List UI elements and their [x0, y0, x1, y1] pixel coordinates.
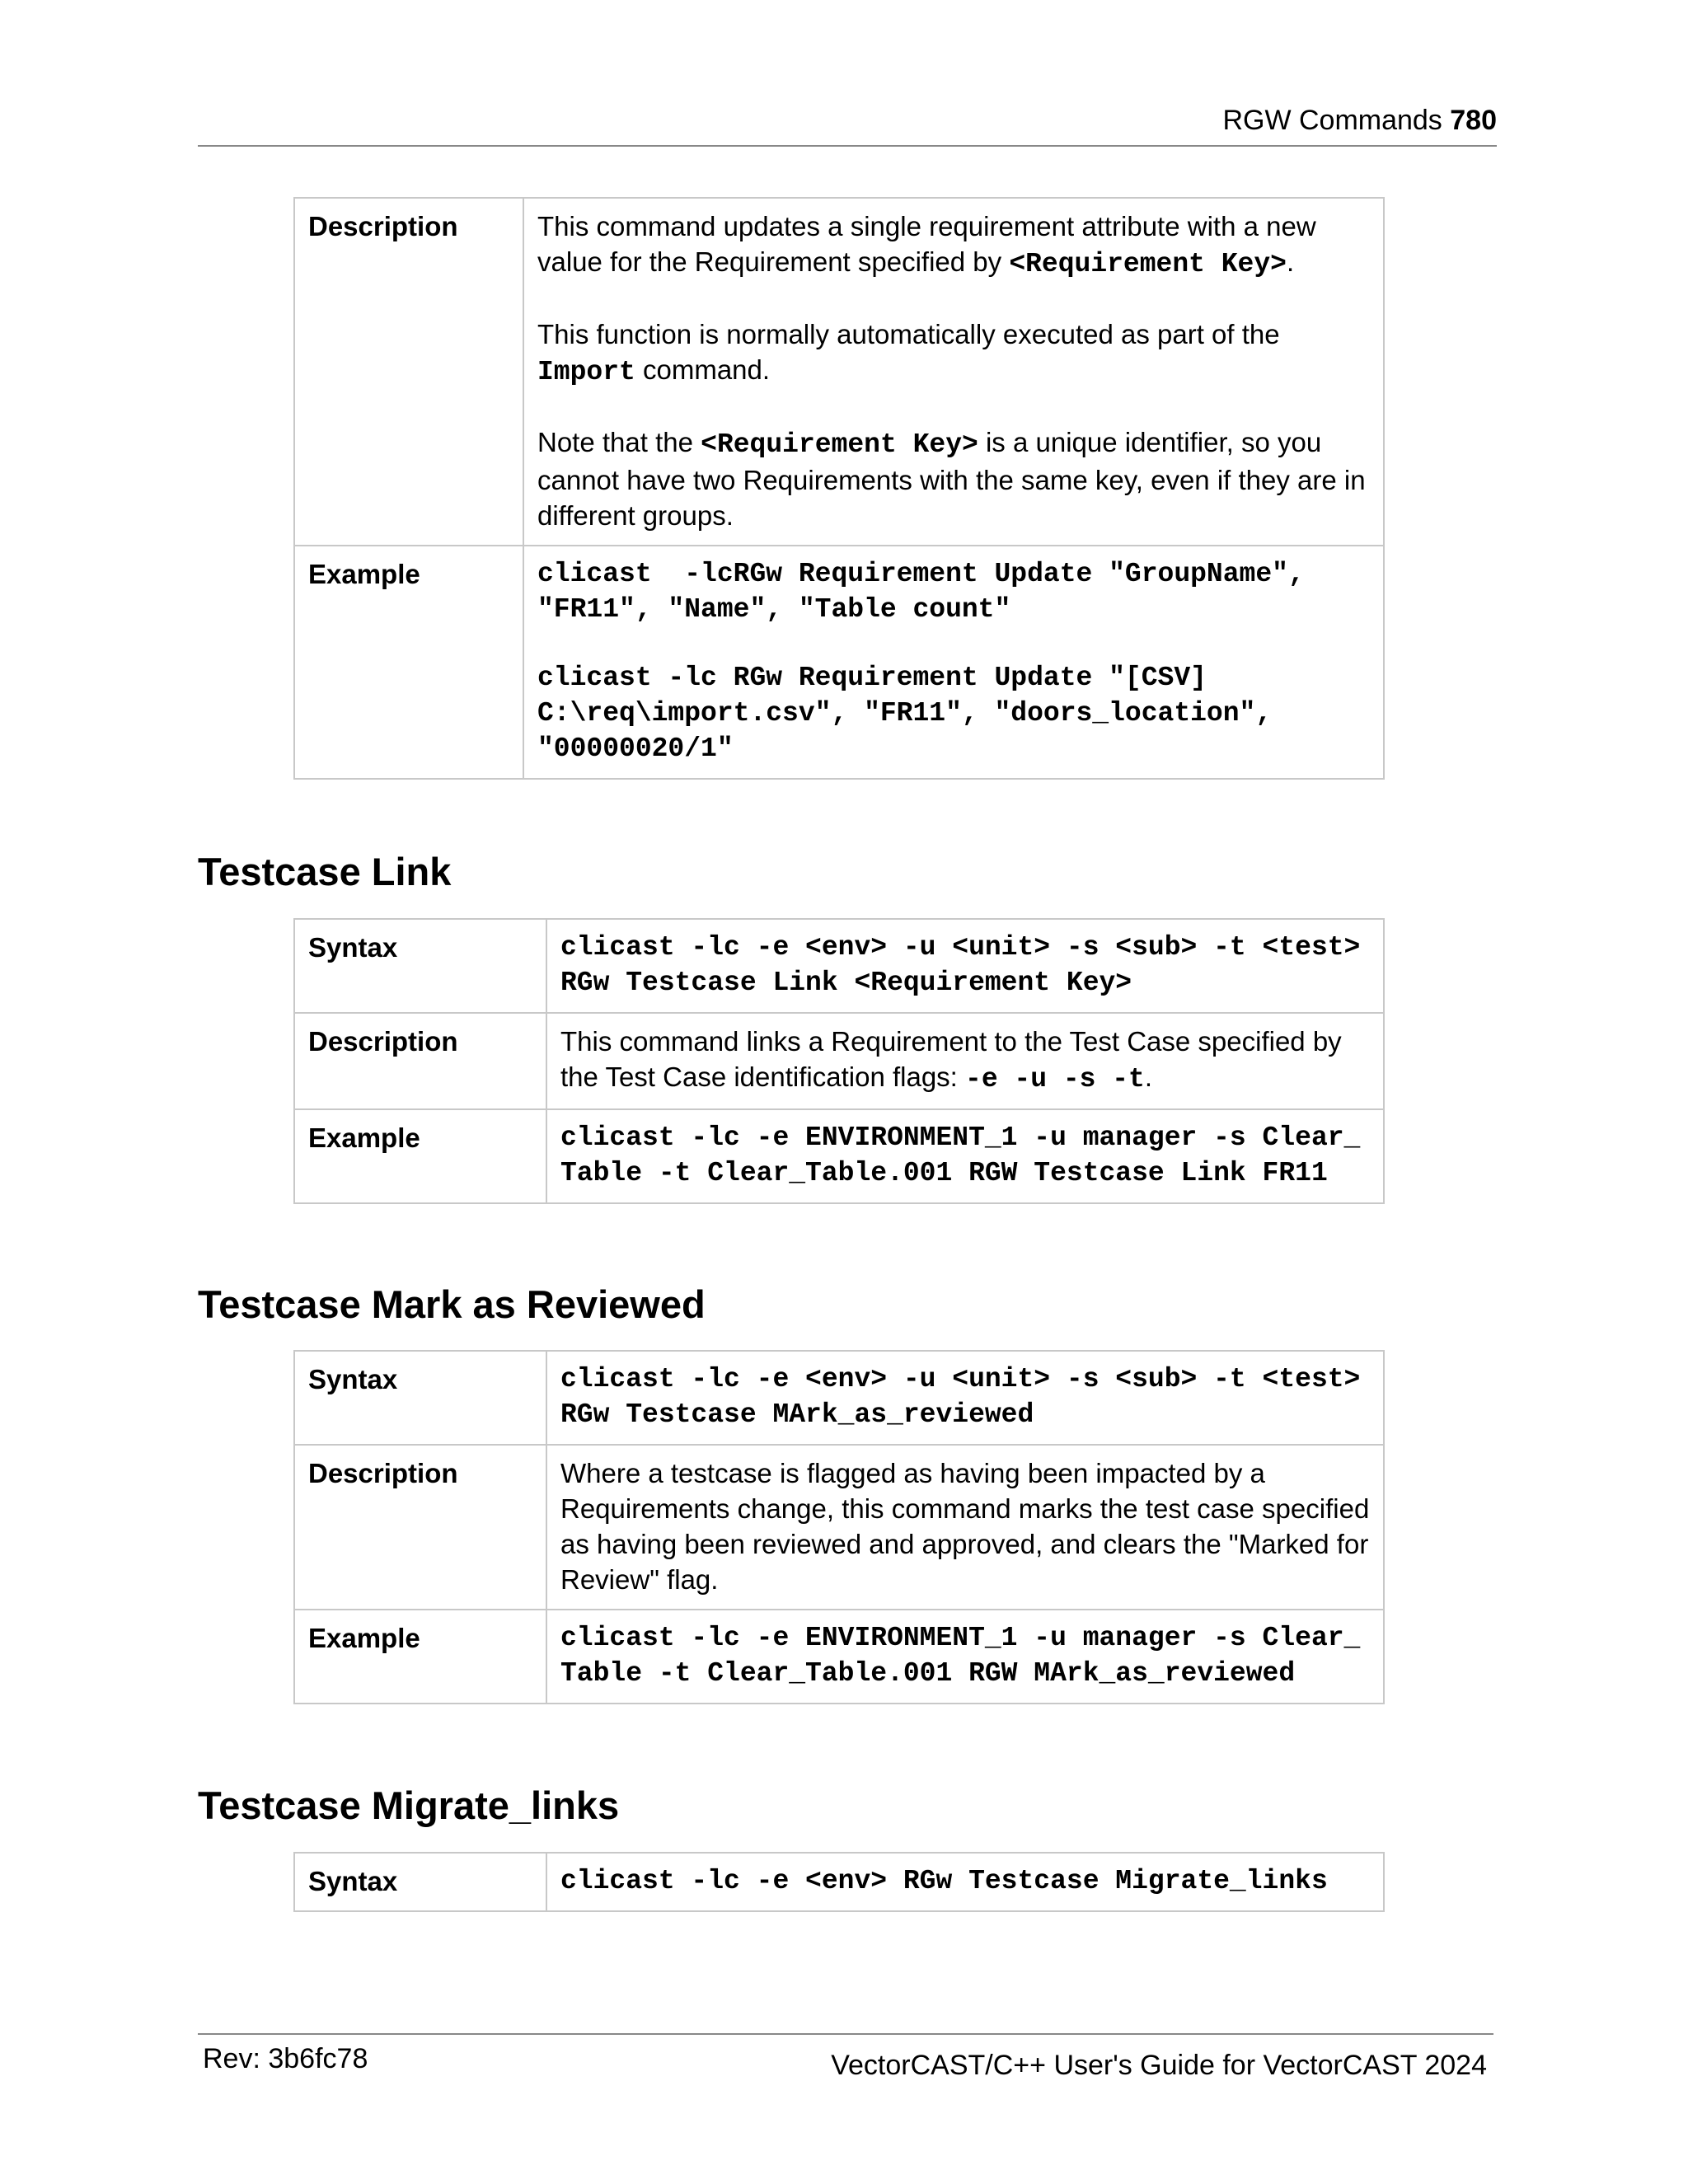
example-cell [546, 1610, 1384, 1704]
table-row [294, 1351, 1384, 1445]
row-label-description: Description [294, 1013, 546, 1109]
description-text: . [1144, 1062, 1153, 1092]
inline-code: -e -u -s -t [965, 1064, 1145, 1094]
table-row [294, 198, 1384, 546]
description-paragraph [537, 424, 1370, 533]
description-text: Note that the [537, 427, 701, 457]
example-code: clicast -lcRGw Requirement Update "GroupName", "FR11", "Name", "Table count" [537, 559, 1321, 625]
description-text: This command updates a single requirement attribute with a new value for the Requirement specified by [537, 211, 1316, 277]
row-label-syntax: Syntax [294, 1853, 546, 1911]
example-cell [523, 546, 1384, 779]
example-code: clicast -lc -e ENVIRONMENT_1 -u manager -s Clear_ Table -t Clear_Table.001 RGW MArk_as_reviewed [560, 1623, 1377, 1689]
example-cell [546, 1109, 1384, 1203]
row-label-syntax: Syntax [294, 919, 546, 1013]
row-label-description: Description [294, 1445, 546, 1610]
row-label-example: Example [294, 1109, 546, 1203]
syntax-cell [546, 1351, 1384, 1445]
description-cell [546, 1013, 1384, 1109]
row-label-syntax: Syntax [294, 1351, 546, 1445]
inline-code: <Requirement Key> [701, 429, 978, 460]
header-divider [198, 145, 1497, 147]
footer-divider [198, 2033, 1493, 2035]
syntax-cell [546, 919, 1384, 1013]
description-text: . [1286, 246, 1295, 277]
page-number: 780 [1450, 105, 1497, 136]
testcase-migrate-links-table [293, 1852, 1385, 1912]
description-paragraph [537, 209, 1370, 282]
header-section: RGW Commands [1222, 105, 1442, 136]
section-heading-testcase-link: Testcase Link [198, 850, 452, 893]
table-row [294, 1109, 1384, 1203]
footer-guide-title: VectorCAST/C++ User's Guide for VectorCAST 2024 [831, 2050, 1487, 2081]
row-label-example: Example [294, 546, 523, 779]
testcase-link-table [293, 918, 1385, 1204]
syntax-code: clicast -lc -e <env> RGw Testcase Migrate_links [560, 1866, 1328, 1896]
table-row [294, 1013, 1384, 1109]
description-cell: Where a testcase is flagged as having been impacted by a Requirements change, this command marks the test case specified as having been reviewed and approved, and clears the "Marked for Review" flag. [546, 1445, 1384, 1610]
description-cell [523, 198, 1384, 546]
row-label-example: Example [294, 1610, 546, 1704]
syntax-cell [546, 1853, 1384, 1911]
table-row [294, 546, 1384, 779]
description-text: This function is normally automatically executed as part of the [537, 319, 1280, 349]
section-heading-testcase-migrate-links: Testcase Migrate_links [198, 1783, 620, 1827]
requirement-update-table [293, 197, 1385, 780]
inline-code: <Requirement Key> [1009, 249, 1287, 279]
testcase-mark-as-reviewed-table [293, 1350, 1385, 1704]
table-row [294, 1445, 1384, 1610]
row-label-description: Description [294, 198, 523, 546]
inline-code: Import [537, 357, 635, 387]
footer-revision: Rev: 3b6fc78 [203, 2043, 368, 2074]
example-code: clicast -lc -e ENVIRONMENT_1 -u manager -s Clear_ Table -t Clear_Table.001 RGW Testcase Link FR11 [560, 1122, 1377, 1188]
description-paragraph [537, 316, 1370, 390]
syntax-code: clicast -lc -e <env> -u <unit> -s <sub> -t <test> RGw Testcase Link <Requirement Key> [560, 932, 1377, 998]
table-row [294, 1610, 1384, 1704]
table-row [294, 1853, 1384, 1911]
description-text: This command links a Requirement to the Test Case specified by the Test Case identification flags: [560, 1026, 1342, 1092]
page-header [198, 104, 1497, 137]
example-code: clicast -lc RGw Requirement Update "[CSV] C:\req\import.csv", "FR11", "doors_location", "00000020/1" [537, 663, 1288, 764]
table-row [294, 919, 1384, 1013]
description-text: command. [635, 354, 771, 385]
syntax-code: clicast -lc -e <env> -u <unit> -s <sub> -t <test> RGw Testcase MArk_as_reviewed [560, 1364, 1377, 1430]
description-text: is a unique identifier, so you cannot have two Requirements with the same key, even if they are in different groups. [537, 427, 1366, 531]
section-heading-testcase-mark-as-reviewed: Testcase Mark as Reviewed [198, 1282, 706, 1326]
